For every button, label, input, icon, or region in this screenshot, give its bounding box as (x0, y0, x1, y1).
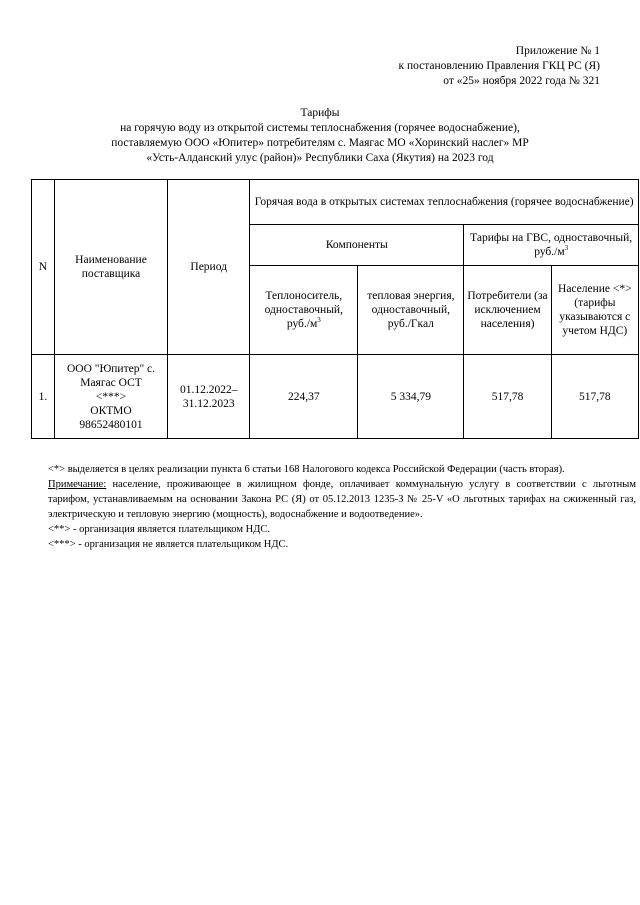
header-coolant (250, 266, 358, 355)
remark-text: население, проживающее в жилищном фонде, оплачивает коммунальную услугу в соответствии с льготным тарифом, устанавливаемым на основании Закона РС (Я) от 05.12.2013 1235-З № 25-V «О льготных тарифах на сжиженный газ, электрическую и тепловую энергию (мощность), водоснабжение и водоотведение». (48, 479, 636, 520)
appendix-line-1: Приложение № 1 (515, 45, 600, 57)
header-components: Компоненты (250, 225, 464, 266)
header-gvs-cube: 3 (564, 244, 569, 253)
cell-period (168, 355, 250, 439)
supplier-line-5: 98652480101 (79, 418, 143, 431)
cell-supplier (54, 355, 167, 439)
header-consumers: Потребители (за исключением населения) (464, 266, 551, 355)
header-hot-water-group: Горячая вода в открытых системах теплоснабжения (горячее водоснабжение) (250, 180, 639, 225)
document-title (0, 106, 640, 166)
footnote-remark (48, 477, 636, 522)
appendix-line-2: к постановлению Правления ГКЦ РС (Я) (398, 60, 600, 72)
header-supplier: Наименование поставщика (54, 180, 167, 355)
cell-consumers: 517,78 (464, 355, 551, 439)
supplier-line-2: Маягас ОСТ (80, 376, 142, 389)
header-gvs-tariffs (464, 225, 639, 266)
cell-n: 1. (32, 355, 55, 439)
appendix-line-3: от «25» ноября 2022 года № 321 (443, 75, 600, 87)
header-heat-energy: тепловая энергия, одноставочный, руб./Гкал (358, 266, 464, 355)
footnote-2: <**> - организация является плательщиком НДС. (48, 524, 270, 535)
title-line-3: поставляемую ООО «Юпитер» потребителям с. Маягас МО «Хоринский наслег» МР (111, 137, 529, 149)
appendix-reference (399, 44, 601, 89)
cell-heat-energy: 5 334,79 (358, 355, 464, 439)
supplier-line-4: ОКТМО (90, 404, 132, 417)
title-line-1: Тарифы (300, 107, 340, 119)
cell-coolant: 224,37 (250, 355, 358, 439)
header-coolant-text: Теплоноситель, одноставочный, руб./м (264, 290, 343, 330)
table-row (32, 355, 639, 439)
title-line-2: на горячую воду из открытой системы теплоснабжения (горячее водоснабжение), (120, 122, 520, 134)
title-line-4: «Усть-Алданский улус (район)» Республики Саха (Якутия) на 2023 год (146, 152, 494, 164)
header-period: Период (168, 180, 250, 355)
header-population: Население <*> (тарифы указываются с учетом НДС) (551, 266, 638, 355)
tariffs-table (31, 179, 639, 439)
footnote-1: <*> выделяется в целях реализации пункта 6 статьи 168 Налогового кодекса Российской Федерации (часть вторая). (48, 464, 565, 475)
supplier-line-1: ООО "Юпитер" с. (66, 362, 156, 375)
header-n: N (32, 180, 55, 355)
supplier-line-3: <***> (95, 390, 127, 403)
remark-label: Примечание: (48, 479, 107, 490)
footnote-3: <***> - организация не является плательщиком НДС. (48, 539, 289, 550)
period-line-2: 31.12.2023 (182, 397, 235, 410)
footnotes (48, 462, 636, 552)
header-row-1 (32, 180, 639, 225)
period-line-1: 01.12.2022– (179, 383, 238, 396)
cell-population: 517,78 (551, 355, 638, 439)
header-gvs-text: Тарифы на ГВС, одноставочный, руб./м (470, 232, 633, 258)
header-coolant-cube: 3 (317, 316, 321, 325)
